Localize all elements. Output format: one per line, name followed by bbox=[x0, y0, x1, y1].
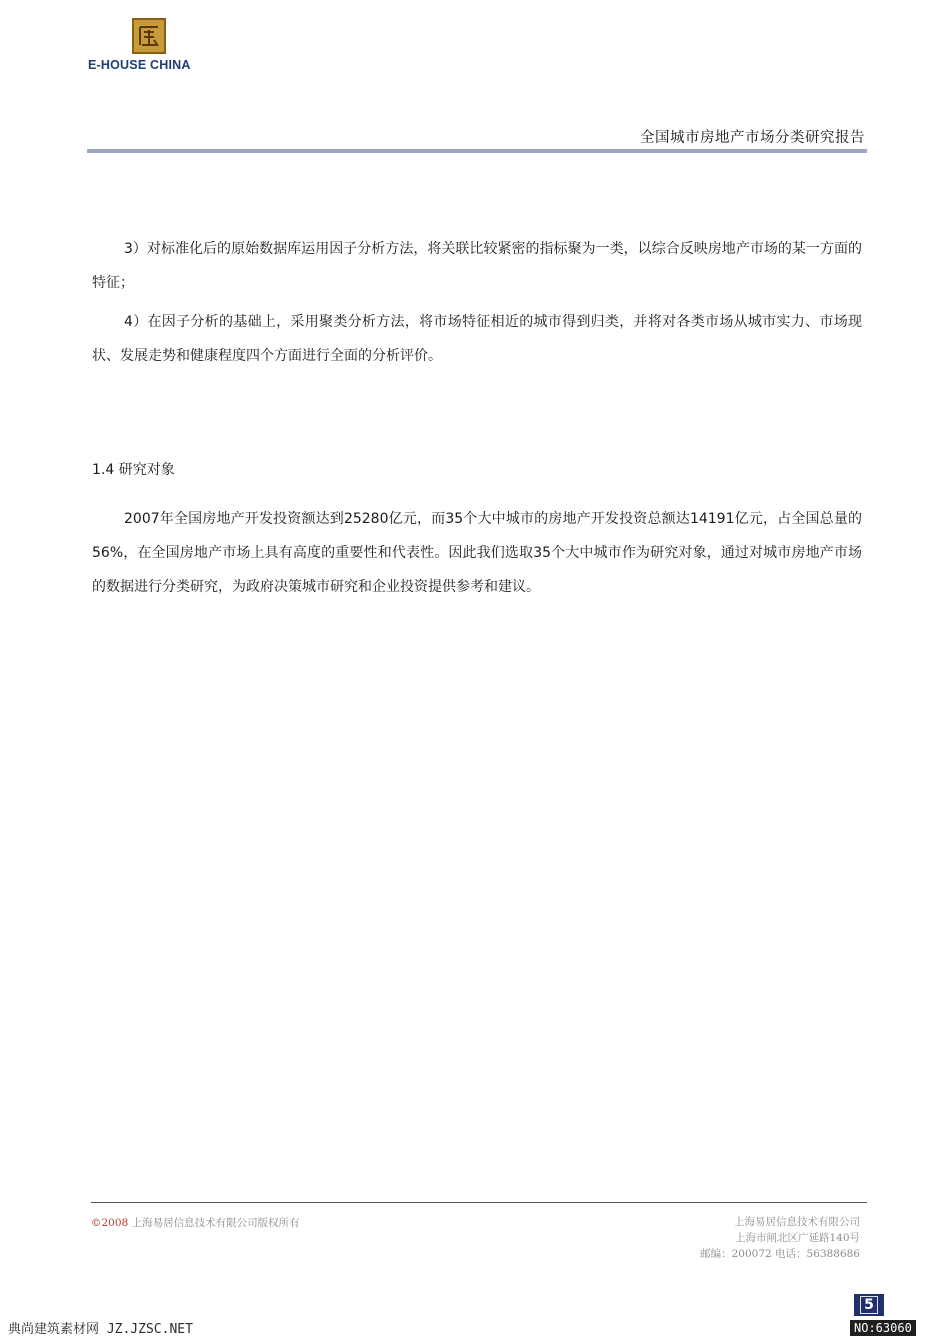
page-number: 5 bbox=[860, 1296, 878, 1314]
copyright-text: 上海易居信息技术有限公司版权所有 bbox=[131, 1217, 300, 1229]
section-heading: 1.4 研究对象 bbox=[92, 462, 175, 478]
page-number-badge bbox=[854, 1294, 884, 1316]
paragraph-step-4: 4）在因子分析的基础上，采用聚类分析方法，将市场特征相近的城市得到归类，并将对各类市场从城市实力、市场现状、发展走势和健康程度四个方面进行全面的分析评价。 bbox=[92, 314, 862, 364]
company-logo bbox=[88, 18, 218, 74]
header-divider bbox=[87, 149, 867, 153]
company-name: 上海易居信息技术有限公司 bbox=[734, 1216, 860, 1228]
section-body bbox=[92, 502, 862, 604]
footer-divider bbox=[91, 1202, 867, 1203]
report-title: 全国城市房地产市场分类研究报告 bbox=[640, 130, 865, 146]
paragraph-research-object: 2007年全国房地产开发投资额达到25280亿元，而35个大中城市的房地产开发投资总额达14191亿元，占全国总量的56%，在全国房地产市场上具有高度的重要性和代表性。因此我们选取35个大中城市作为研究对象，通过对城市房地产市场的数据进行分类研究，为政府决策城市研究和企业投资提供参考和建议。 bbox=[92, 511, 862, 595]
company-contact: 邮编：200072 电话：56388686 bbox=[700, 1248, 860, 1260]
watermark-left: 典尚建筑素材网 JZ.JZSC.NET bbox=[8, 1322, 193, 1337]
paragraph-step-3: 3）对标准化后的原始数据库运用因子分析方法，将关联比较紧密的指标聚为一类，以综合反映房地产市场的某一方面的特征； bbox=[92, 241, 862, 291]
company-address: 上海市闸北区广延路140号 bbox=[734, 1232, 860, 1244]
footer-copyright bbox=[91, 1215, 300, 1230]
footer-company-info bbox=[700, 1214, 860, 1262]
copyright-year: ©2008 bbox=[91, 1217, 129, 1229]
watermark-right: NO:63060 bbox=[850, 1320, 916, 1336]
intro-paragraphs bbox=[92, 232, 862, 373]
logo-text: E-HOUSE CHINA bbox=[88, 58, 191, 72]
seal-logo-icon bbox=[132, 18, 166, 54]
